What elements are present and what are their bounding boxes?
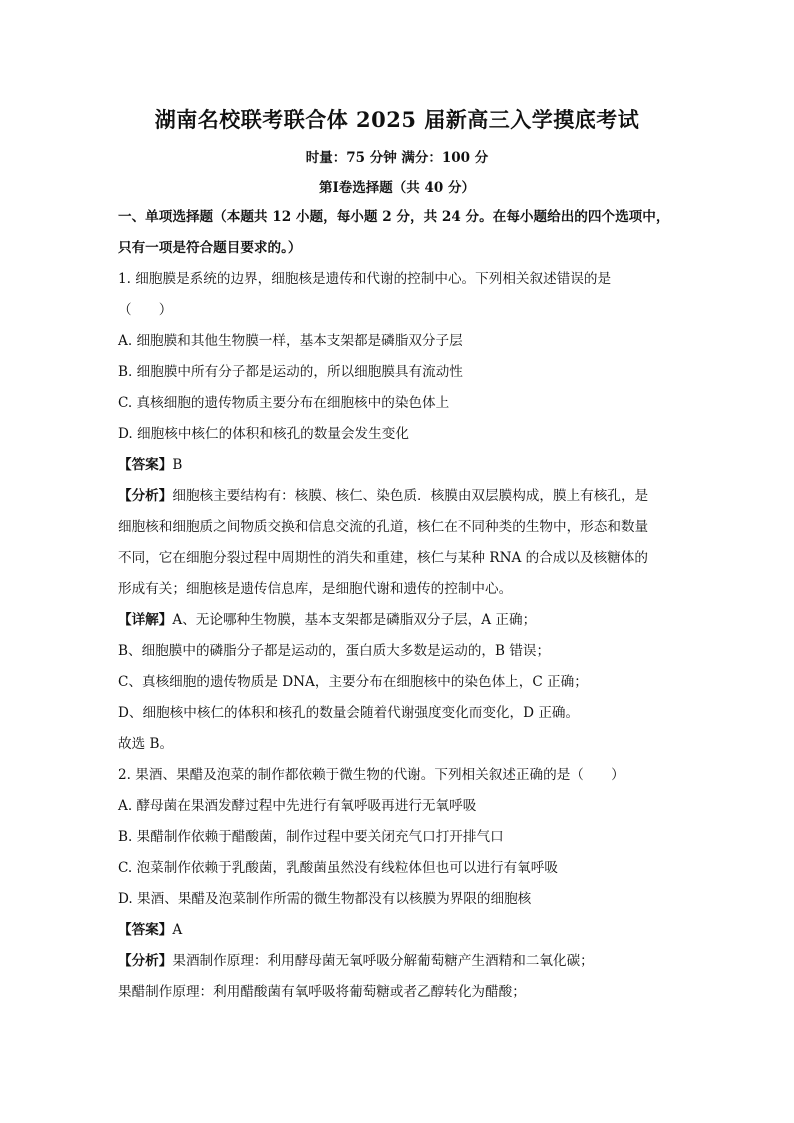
q1-option-a: A. 细胞膜和其他生物膜一样，基本支架都是磷脂双分子层 (118, 333, 463, 349)
q2-analysis-line2: 果醋制作原理：利用醋酸菌有氧呼吸将葡萄糖或者乙醇转化为醋酸； (118, 984, 526, 1000)
answer-tag: 【答案】 (118, 457, 173, 473)
q2-answer (118, 921, 678, 939)
analysis-text: 细胞核主要结构有：核膜、核仁、染色质．核膜由双层膜构成，膜上有核孔，是 (172, 488, 649, 504)
q1-detail-line2: B、细胞膜中的磷脂分子都是运动的，蛋白质大多数是运动的，B 错误； (118, 643, 551, 659)
q1-detail-line1 (118, 611, 678, 629)
analysis-tag: 【分析】 (118, 953, 173, 969)
document-title: 湖南名校联考联合体 2025 届新高三入学摸底考试 (154, 107, 640, 132)
q2-option-d: D. 果酒、果醋及泡菜制作所需的微生物都没有以核膜为界限的细胞核 (118, 891, 532, 907)
q1-option-c: C. 真核细胞的遗传物质主要分布在细胞核中的染色体上 (118, 395, 450, 411)
q1-detail-line4: D、细胞核中核仁的体积和核孔的数量会随着代谢强度变化而变化，D 正确。 (118, 705, 580, 721)
exam-time-info: 时量：75 分钟 满分：100 分 (305, 150, 489, 166)
q1-analysis-line1 (118, 487, 678, 505)
q1-analysis-line4: 形成有关；细胞核是遗传信息库，是细胞代谢和遗传的控制中心。 (118, 581, 513, 597)
q1-conclusion: 故选 B。 (118, 736, 174, 752)
q1-detail-line3: C、真核细胞的遗传物质是 DNA，主要分布在细胞核中的染色体上，C 正确； (118, 674, 588, 690)
part-heading: 第Ⅰ卷选择题（共 40 分） (318, 180, 475, 196)
section-heading-line2: 只有一项是符合题目要求的。） (118, 240, 302, 256)
q1-analysis-line3: 不同，它在细胞分裂过程中周期性的消失和重建，核仁与某种 RNA 的合成以及核糖体的 (118, 550, 648, 566)
q2-option-b: B. 果醋制作依赖于醋酸菌，制作过程中要关闭充气口打开排气口 (118, 829, 504, 845)
q1-stem-line1: 1. 细胞膜是系统的边界，细胞核是遗传和代谢的控制中心。下列相关叙述错误的是 (118, 271, 612, 287)
q1-option-d: D. 细胞核中核仁的体积和核孔的数量会发生变化 (118, 426, 409, 442)
q2-option-c: C. 泡菜制作依赖于乳酸菌，乳酸菌虽然没有线粒体但也可以进行有氧呼吸 (118, 860, 558, 876)
section-heading-line1: 一、单项选择题（本题共 12 小题，每小题 2 分，共 24 分。在每小题给出的四个选项中， (118, 209, 670, 225)
q1-analysis-line2: 细胞核和细胞质之间物质交换和信息交流的孔道，核仁在不同种类的生物中，形态和数量 (118, 519, 649, 535)
answer-value: B (172, 457, 183, 473)
q2-option-a: A. 酵母菌在果酒发酵过程中先进行有氧呼吸再进行无氧呼吸 (118, 798, 477, 814)
answer-tag: 【答案】 (118, 922, 173, 938)
q1-option-b: B. 细胞膜中所有分子都是运动的，所以细胞膜具有流动性 (118, 364, 463, 380)
q1-stem-line2: （ ） (118, 302, 173, 318)
q2-stem: 2. 果酒、果醋及泡菜的制作都依赖于微生物的代谢。下列相关叙述正确的是（ ） (118, 767, 625, 783)
analysis-tag: 【分析】 (118, 488, 173, 504)
q1-answer (118, 456, 678, 474)
detail-tag: 【详解】 (118, 612, 173, 628)
answer-value: A (172, 922, 183, 938)
detail-text: A、无论哪种生物膜，基本支架都是磷脂双分子层，A 正确； (172, 612, 537, 628)
q2-analysis-line1 (118, 952, 678, 970)
analysis-text: 果酒制作原理：利用酵母菌无氧呼吸分解葡萄糖产生酒精和二氧化碳； (172, 953, 594, 969)
